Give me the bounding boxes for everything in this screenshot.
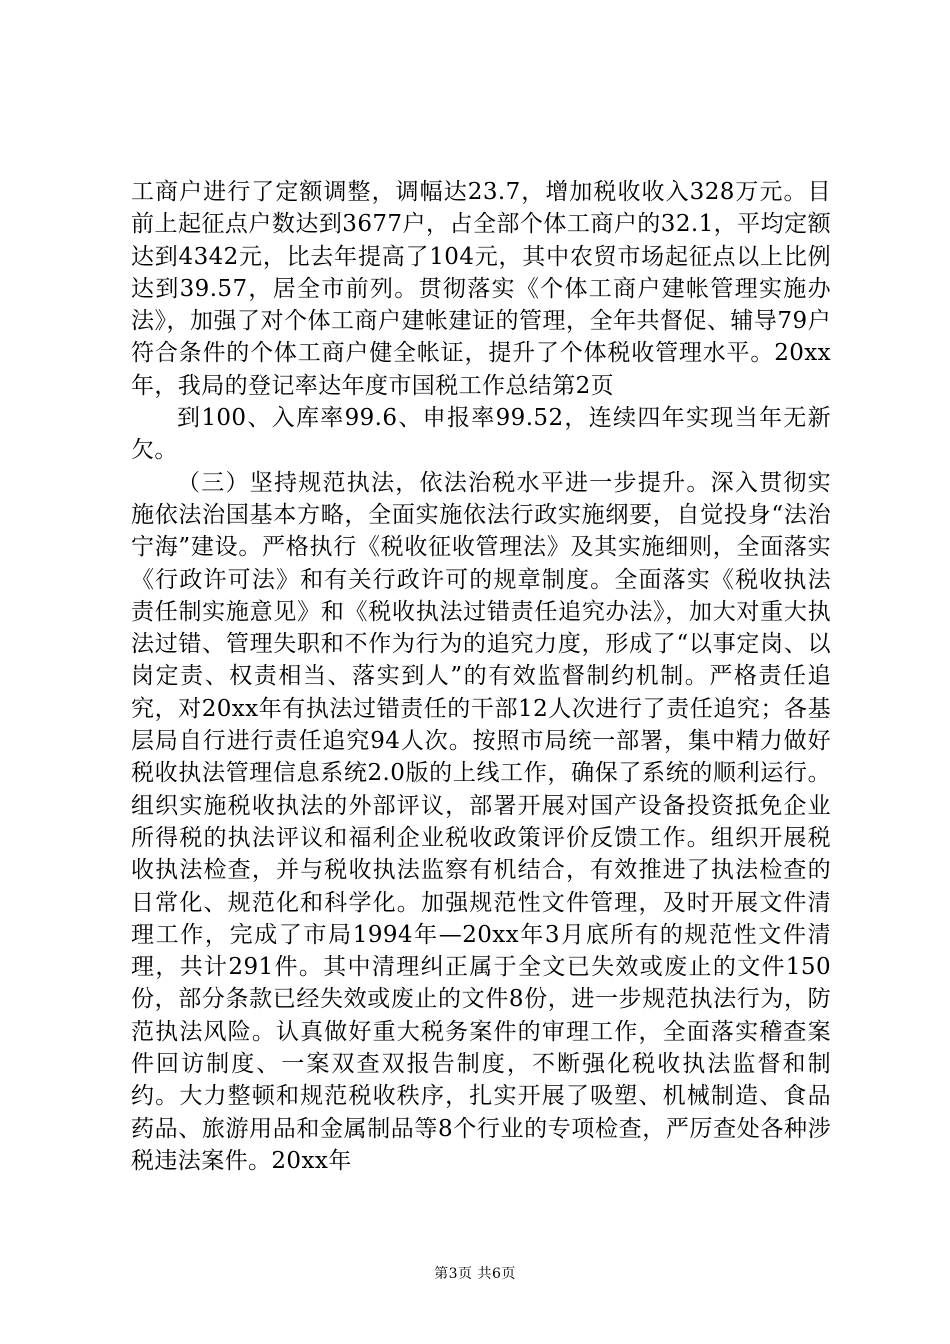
paragraph-1: 工商户进行了定额调整，调幅达23.7，增加税收收入328万元。目前上起征点户数达到3677户，占全部个体工商户的32.1，平均定额达到4342元，比去年提高了104元，其中农贸市场起征点以上比例达到39.57，居全市前列。贯彻落实《个体工商户建帐管理实施办法》，加强了对个体工商户建帐建证的管理，全年共督促、辅导79户符合条件的个体工商户健全帐证，提升了个体税收管理水平。20xx年，我局的登记率达年度市国税工作总结第2页 — [131, 179, 831, 399]
document-body — [131, 176, 831, 1177]
paragraph-3: （三）坚持规范执法，依法治税水平进一步提升。深入贯彻实施依法治国基本方略，全面实施依法行政实施纲要，自觉投身“法治宁海”建设。严格执行《税收征收管理法》及其实施细则，全面落实《行政许可法》和有关行政许可的规章制度。全面落实《税收执法责任制实施意见》和《税收执法过错责任追究办法》，加大对重大执法过错、管理失职和不作为行为的追究力度，形成了“以事定岗、以岗定责、权责相当、落实到人”的有效监督制约机制。严格责任追究，对20xx年有执法过错责任的干部12人次进行了责任追究；各基层局自行进行责任追究94人次。按照市局统一部署，集中精力做好税收执法管理信息系统2.0版的上线工作，确保了系统的顺利运行。组织实施税收执法的外部评议，部署开展对国产设备投资抵免企业所得税的执法评议和福利企业税收政策评价反馈工作。组织开展税收执法检查，并与税收执法监察有机结合，有效推进了执法检查的日常化、规范化和科学化。加强规范性文件管理，及时开展文件清理工作，完成了市局1994年—20xx年3月底所有的规范性文件清理，共计291件。其中清理纠正属于全文已失效或废止的文件150份，部分条款已经失效或废止的文件8份，进一步规范执法行为，防范执法风险。认真做好重大税务案件的审理工作，全面落实稽查案件回访制度、一案双查双报告制度，不断强化税收执法监督和制约。大力整顿和规范税收秩序，扎实开展了吸塑、机械制造、食品药品、旅游用品和金属制品等8个行业的专项检查，严厉查处各种涉税违法案件。20xx年 — [131, 469, 831, 1174]
page-footer: 第3页 共6页 — [434, 1266, 516, 1282]
paragraph-2: 到100、入库率99.6、申报率99.52，连续四年实现当年无新欠。 — [131, 405, 831, 464]
